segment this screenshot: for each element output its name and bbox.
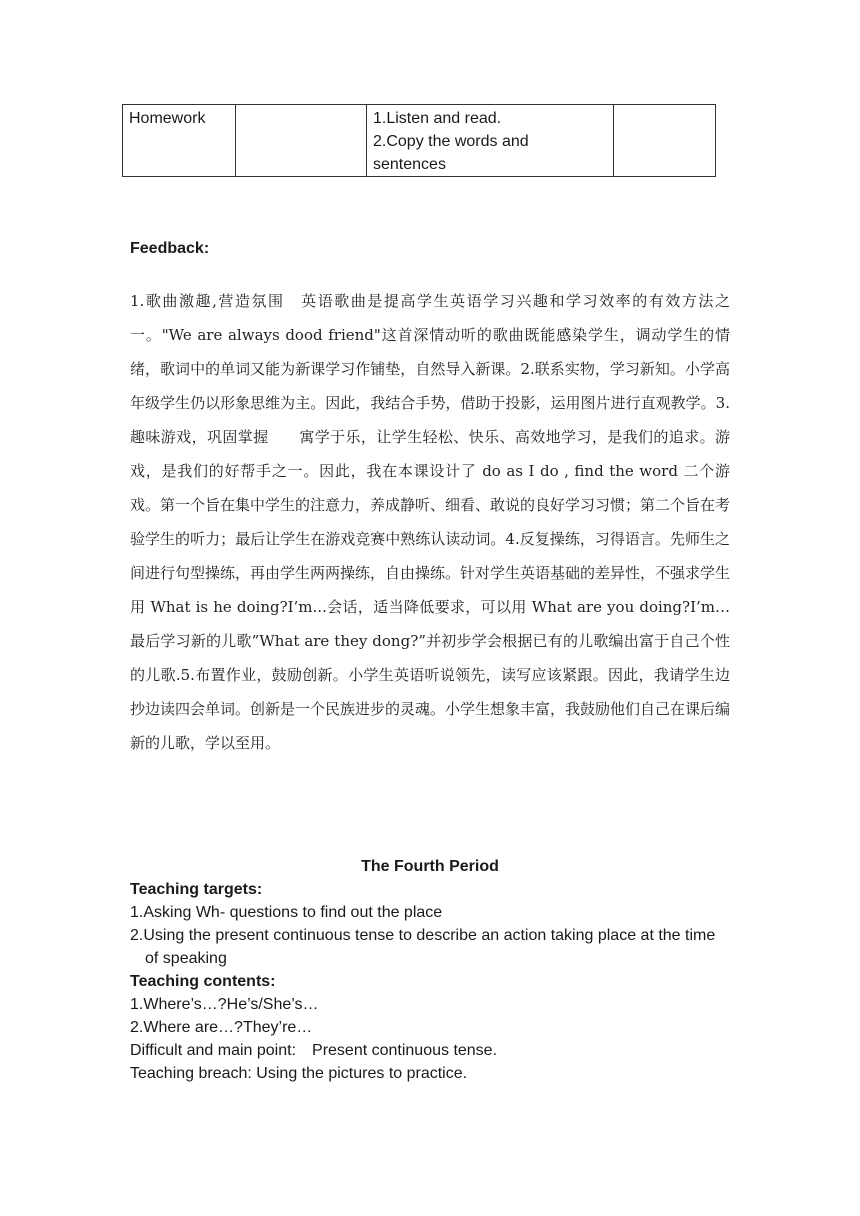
table-row — [123, 105, 716, 177]
table-cell-empty — [236, 105, 367, 177]
difficult-point: Difficult and main point: Present continuous tense. — [130, 1042, 498, 1059]
teaching-breach: Teaching breach: Using the pictures to practice. — [130, 1065, 468, 1082]
task-line: sentences — [373, 156, 446, 173]
task-line: 1.Listen and read. — [373, 110, 502, 127]
contents-heading: Teaching contents: — [130, 973, 276, 990]
target-item: 2.Using the present continuous tense to describe an action taking place at the time of speaking — [130, 927, 716, 967]
target-item: 1.Asking Wh- questions to find out the place — [130, 904, 443, 921]
feedback-paragraph: 1.歌曲激趣,营造氛围 英语歌曲是提高学生英语学习兴趣和学习效率的有效方法之一。"We are always dood friend"这首深情动听的歌曲既能感染学生，调动学生的情绪，歌词中的单词又能为新课学习作铺垫，自然导入新课。2.联系实物，学习新知。小学高年级学生仍以形象思维为主。因此，我结合手势，借助于投影，运用图片进行直观教学。3.趣味游戏，巩固掌握 寓学于乐，让学生轻松、快乐、高效地学习，是我们的追求。游戏，是我们的好帮手之一。因此，我在本课设计了 do as I do , find the word 二个游戏。第一个旨在集中学生的注意力，养成静听、细看、敢说的良好学习习惯；第二个旨在考验学生的听力；最后让学生在游戏竞赛中熟练认读动词。4.反复操练，习得语言。先师生之间进行句型操练，再由学生两两操练，自由操练。针对学生英语基础的差异性，不强求学生用 What is he doing?I’m...会话，适当降低要求，可以用 What are you doing?I’m… 最后学习新的儿歌”What are they dong?”并初步学会根据已有的儿歌编出富于自己个性的儿歌.5.布置作业，鼓励创新。小学生英语听说领先，读写应该紧跟。因此，我请学生边抄边读四会单词。创新是一个民族进步的灵魂。小学生想象丰富，我鼓励他们自己在课后编新的儿歌，学以至用。 — [130, 292, 761, 752]
feedback-heading: Feedback: — [130, 240, 210, 257]
homework-table — [122, 104, 716, 177]
table-cell-empty — [614, 105, 716, 177]
targets-heading: Teaching targets: — [130, 881, 263, 898]
content-item: 2.Where are…?They’re… — [130, 1019, 313, 1036]
table-cell-homework: Homework — [123, 105, 236, 177]
teaching-targets-section — [130, 878, 730, 1085]
content-item: 1.Where’s…?He’s/She’s… — [130, 996, 319, 1013]
period-title: The Fourth Period — [361, 858, 499, 875]
table-cell-tasks — [367, 105, 614, 177]
task-line: 2.Copy the words and — [373, 133, 529, 150]
